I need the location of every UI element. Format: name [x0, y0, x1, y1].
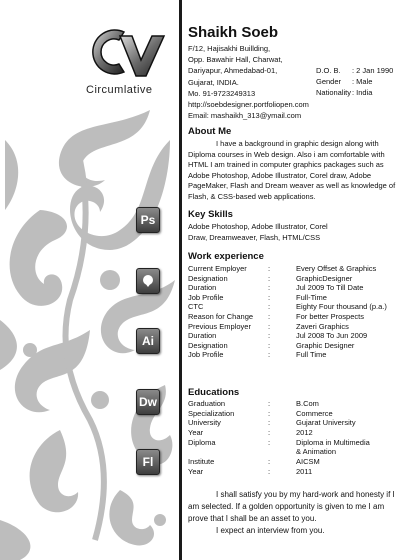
row-sep: :: [268, 437, 271, 447]
skills-heading: Key Skills: [188, 209, 233, 220]
row-sep: :: [268, 466, 271, 476]
row-value: Full Time: [296, 350, 327, 360]
row-label: Specialization: [188, 408, 235, 418]
table-row: [188, 302, 398, 312]
row-label: Duration: [188, 283, 217, 293]
row-sep: :: [268, 283, 271, 293]
row-sep: :: [268, 273, 271, 283]
closing-statement: [188, 489, 400, 537]
row-label: Current Employer: [188, 264, 247, 273]
row-label: Designation: [188, 273, 228, 283]
dob-value: : 2 Jan 1990: [352, 66, 394, 75]
row-label: Designation: [188, 340, 228, 350]
about-heading: About Me: [188, 126, 232, 137]
address-line: Gujarat, INDIA.: [188, 77, 239, 87]
row-value: Diploma in Multimedia: [296, 437, 370, 447]
address-block: [188, 43, 318, 121]
row-value: Graphic Designer: [296, 340, 355, 350]
phone-number: Mo. 91-9723249313: [188, 88, 256, 98]
address-line: Dariyapur, Ahmedabad-01,: [188, 66, 278, 76]
closing-paragraph: I shall satisfy you by my hard-work and honesty if I am selected. If a golden opportunity is given to me I am prove that I shall be an asset to you.: [188, 490, 395, 523]
row-value: & Animation: [296, 447, 337, 457]
row-sep: :: [268, 302, 271, 312]
skills-text: Adobe Photoshop, Adobe Illustrator, Corel Draw, Dreamweaver, Flash, HTML/CSS: [188, 222, 328, 242]
row-sep: :: [268, 418, 271, 428]
table-row: [188, 312, 398, 322]
row-sep: :: [268, 408, 271, 418]
table-row: [188, 331, 398, 341]
row-label: Job Profile: [188, 350, 224, 360]
row-value: Gujarat University: [296, 418, 356, 428]
table-row: [188, 467, 398, 477]
row-sep: :: [268, 264, 271, 273]
cv-logo: [86, 22, 166, 82]
row-value: Commerce: [296, 408, 333, 418]
address-line: F/12, Hajisakhi Buillding,: [188, 44, 271, 53]
table-row: [188, 293, 398, 303]
education-table: [188, 399, 398, 477]
flash-icon: Fl: [136, 449, 160, 475]
row-sep: :: [268, 331, 271, 341]
row-label: Job Profile: [188, 292, 224, 302]
row-label: Graduation: [188, 399, 226, 408]
nationality-label: Nationality: [316, 88, 352, 98]
row-sep: :: [268, 311, 271, 321]
row-label: Diploma: [188, 437, 216, 447]
table-row: [188, 447, 398, 457]
education-heading: Educations: [188, 387, 240, 398]
about-text: I have a background in graphic design along with Diploma courses in Web design. Also i am comfortable with HTML I am trained in computer graphics packages such as Adobe Photoshop, Adobe Illustrator, Corel draw, Adobe PageMaker, Flash and Dream weaver as well as knowledge of Flash, & CSS-based web applications.: [188, 139, 396, 201]
nationality-value: : India: [352, 88, 373, 98]
row-value: B.Com: [296, 399, 319, 408]
table-row: [188, 428, 398, 438]
candidate-name: Shaikh Soeb: [188, 24, 279, 41]
row-value: Every Offset & Graphics: [296, 264, 377, 273]
work-heading: Work experience: [188, 251, 264, 262]
corel-balloon-glyph: [141, 274, 155, 288]
table-row: [188, 274, 398, 284]
row-sep: :: [268, 457, 271, 467]
row-value: AICSM: [296, 457, 320, 467]
row-label: Reason for Change: [188, 311, 254, 321]
table-row: [188, 418, 398, 428]
row-value: GraphicDesigner: [296, 273, 353, 283]
table-row: [188, 341, 398, 351]
closing-line: I expect an interview from you.: [216, 526, 325, 535]
row-label: University: [188, 418, 221, 428]
work-table: [188, 264, 398, 360]
gender-value: : Male: [352, 77, 373, 87]
row-value: Jul 2008 To Jun 2009: [296, 331, 368, 341]
row-value: 2011: [296, 466, 313, 476]
row-sep: :: [268, 340, 271, 350]
personal-details: [316, 65, 393, 99]
row-label: Previous Employer: [188, 321, 251, 331]
address-line: Opp. Bawahir Hall, Charwat,: [188, 55, 283, 65]
row-label: Year: [188, 466, 204, 476]
row-value: Zaveri Graphics: [296, 321, 349, 331]
dob-label: D.O. B.: [316, 66, 341, 75]
row-sep: :: [268, 321, 271, 331]
illustrator-icon: Ai: [136, 328, 160, 354]
email-address[interactable]: Email: mashaikh_313@ymail.com: [188, 111, 302, 121]
row-label: Institute: [188, 457, 215, 467]
row-label: [188, 447, 268, 457]
photoshop-icon: Ps: [136, 207, 160, 233]
row-sep: :: [268, 350, 271, 360]
gender-label: Gender: [316, 77, 342, 87]
row-label: CTC: [188, 302, 204, 312]
portfolio-link[interactable]: http://soebdesigner.portfoliopen.com: [188, 100, 309, 110]
corel-draw-icon: [136, 268, 160, 294]
table-row: [188, 264, 398, 274]
dreamweaver-icon: Dw: [136, 389, 160, 415]
row-value: For better Prospects: [296, 311, 364, 321]
row-sep: :: [268, 428, 271, 438]
row-label: Duration: [188, 331, 217, 341]
table-row: [188, 457, 398, 467]
row-label: Year: [188, 428, 204, 438]
row-value: Eighty Four thousand (p.a.): [296, 302, 387, 312]
table-row: [188, 438, 398, 448]
row-sep: [268, 447, 296, 457]
left-decorative-panel: [0, 0, 178, 560]
logo-caption: Circumlative: [86, 84, 153, 96]
row-value: 2012: [296, 428, 313, 438]
row-value: Full-Time: [296, 292, 327, 302]
row-value: Jul 2009 To Till Date: [296, 283, 364, 293]
vertical-divider: [179, 0, 182, 560]
row-sep: :: [268, 399, 271, 408]
row-sep: :: [268, 292, 271, 302]
table-row: [188, 399, 398, 409]
table-row: [188, 409, 398, 419]
table-row: [188, 283, 398, 293]
table-row: [188, 350, 398, 360]
table-row: [188, 322, 398, 332]
